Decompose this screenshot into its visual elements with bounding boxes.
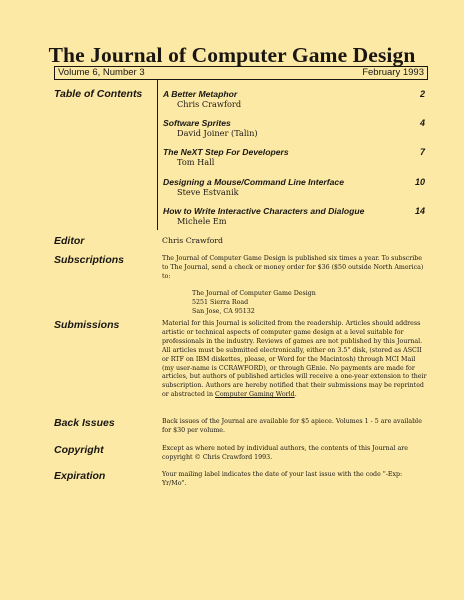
article-page: 4 xyxy=(419,118,425,128)
editor-heading: Editor xyxy=(54,235,85,247)
submissions-end: . xyxy=(294,391,297,399)
article-page: 10 xyxy=(414,177,425,187)
back-issues-text: Back issues of the Journal are available for $5 apiece. Volumes 1 - 5 are available for $30 per volume. xyxy=(162,418,422,434)
toc-entry xyxy=(163,118,425,138)
editor-name: Chris Crawford xyxy=(162,236,224,245)
article-author: Michele Em xyxy=(177,216,227,226)
volume-number: Volume 6, Number 3 xyxy=(58,67,145,78)
article-page: 7 xyxy=(419,147,425,157)
subscriptions-heading: Subscriptions xyxy=(54,254,125,266)
copyright-text: Except as where noted by individual authors, the contents of this Journal are copyright © Chris Crawford 1993. xyxy=(162,445,408,461)
expiration-heading: Expiration xyxy=(54,470,106,482)
article-author: Chris Crawford xyxy=(177,99,242,109)
back-issues-heading: Back Issues xyxy=(54,417,115,429)
address-line: The Journal of Computer Game Design xyxy=(192,289,316,297)
copyright-heading: Copyright xyxy=(54,444,104,456)
mailing-address xyxy=(162,290,428,317)
article-page: 14 xyxy=(414,206,425,216)
article-title: Software Sprites xyxy=(163,118,231,128)
column-divider xyxy=(157,80,158,230)
article-author: Tom Hall xyxy=(177,157,215,167)
volume-bar xyxy=(54,66,428,80)
article-title: The NeXT Step For Developers xyxy=(163,147,289,157)
subscriptions-text: The Journal of Computer Game Design is published six times a year. To subscribe to The Journal, send a check or money order for $36 ($50 outside North America) to: xyxy=(162,255,424,280)
submissions-main-text: Material for this Journal is solicited from the readership. Articles should address artistic or technical aspects of computer game design at a level suitable for professionals in the industry. Reviews of games are not published by this Journal. All articles must be submitted electronically, either on 3.5" disk, (stored as ASCII or RTF on IBM diskettes, please, or Word for the Macintosh) through MCI Mail (my user-name is CCRAWFORD), or through GEnie. No payments are made for articles, but authors of published articles will receive a one-year extension to their subscription. Authors are hereby notified that their submissions may be reprinted or abstracted in xyxy=(162,320,427,399)
article-page: 2 xyxy=(419,89,425,99)
journal-title: The Journal of Computer Game Design xyxy=(48,43,416,67)
article-title: Designing a Mouse/Command Line Interface xyxy=(163,177,344,187)
article-title: A Better Metaphor xyxy=(163,89,238,99)
article-author: Steve Estvanik xyxy=(177,187,239,197)
expiration-text: Your mailing label indicates the date of your last issue with the code "-Exp: Yr/Mo". xyxy=(162,471,403,487)
article-author: David Joiner (Talin) xyxy=(177,128,258,138)
submissions-body xyxy=(162,320,428,400)
address-line: San Jose, CA 95132 xyxy=(192,307,255,315)
toc-entry xyxy=(163,206,425,226)
publication-name: Computer Gaming World xyxy=(215,391,295,399)
submissions-text xyxy=(162,320,428,400)
issue-date: February 1993 xyxy=(362,67,424,78)
toc-entry xyxy=(163,147,425,167)
toc-entry xyxy=(163,89,425,109)
toc-entry xyxy=(163,177,425,197)
subscriptions-body xyxy=(162,255,428,316)
submissions-heading: Submissions xyxy=(54,319,120,331)
article-title: How to Write Interactive Characters and Dialogue xyxy=(163,206,365,216)
address-line: 5251 Sierra Road xyxy=(192,298,249,306)
toc-heading: Table of Contents xyxy=(54,88,143,100)
